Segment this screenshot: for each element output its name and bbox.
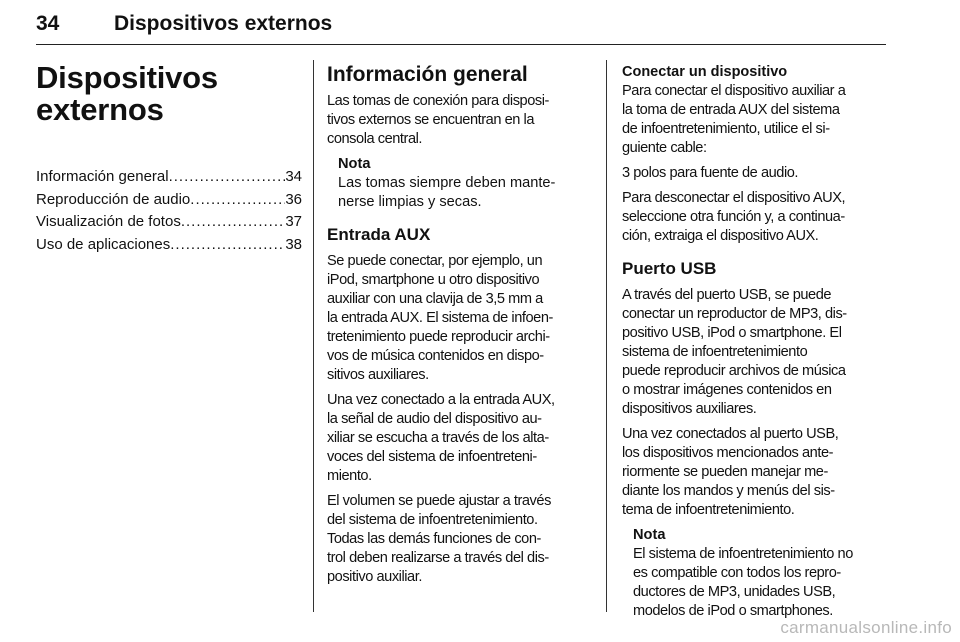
page-number: 34 (36, 12, 60, 35)
note-box (338, 155, 592, 212)
usb-paragraph-1: A través del puerto USB, se puede conectar un reproductor de MP3, dis- positivo USB, iPod o smartphone. El sistema de infoentretenimiento puede reproducir archivos de música o mostrar imágenes contenidos en dispositivos auxiliares. (622, 287, 847, 417)
toc-leader (170, 234, 285, 257)
watermark: carmanualsonline.info (780, 618, 952, 637)
toc-item-page: 36 (285, 190, 302, 208)
connect-paragraph-3: Para desconectar el dispositivo AUX, seleccione otra función y, a continua- ción, extraiga el dispositivo AUX. (622, 190, 846, 244)
toc-item[interactable] (36, 211, 302, 234)
page-header (36, 8, 886, 42)
toc-item-page: 34 (285, 168, 302, 185)
section-heading-general: Información general (327, 63, 528, 86)
toc-item-label: Uso de aplicaciones (36, 235, 171, 253)
connect-paragraph-1: Para conectar el dispositivo auxiliar a la toma de entrada AUX del sistema de infoentretenimiento, utilice el si- guiente cable: (622, 83, 846, 156)
connect-paragraph-2: 3 polos para fuente de audio. (622, 165, 799, 181)
aux-paragraph-2: Una vez conectado a la entrada AUX, la señal de audio del dispositivo au- xiliar se escucha a través de los alta- voces del sistema de infoentreteni- miento. (327, 392, 555, 484)
toc-leader (181, 211, 285, 234)
general-intro: Las tomas de conexión para disposi- tivos externos se encuentran en la consola central. (327, 93, 549, 147)
note-label: Nota (633, 527, 666, 543)
note-text: Las tomas siempre deben mante- nerse limpias y secas. (338, 175, 556, 210)
column-divider-2 (606, 60, 607, 612)
column-divider-1 (313, 60, 314, 612)
toc-item-label: Reproducción de audio (36, 190, 191, 208)
toc-item-label: Visualización de fotos (36, 213, 181, 230)
toc-item[interactable] (36, 234, 302, 257)
note-text: El sistema de infoentretenimiento no es compatible con todos los repro- ductores de MP3, unidades USB, modelos de iPod o smartphones. (633, 546, 853, 619)
toc-item[interactable] (36, 189, 302, 212)
note-box (633, 526, 888, 621)
column-connect-usb (622, 62, 888, 627)
toc-leader (190, 189, 285, 212)
usb-paragraph-2: Una vez conectados al puerto USB, los dispositivos mencionados ante- riormente se pueden manejar me- diante los mandos y menús del sis- tema de infoentretenimiento. (622, 426, 839, 518)
toc-item-label: Información general (36, 168, 169, 185)
toc-list (36, 166, 302, 256)
header-rule (36, 44, 886, 45)
section-heading-aux: Entrada AUX (327, 225, 431, 244)
toc-item-page: 38 (285, 235, 302, 253)
running-title: Dispositivos externos (114, 12, 333, 35)
toc-item[interactable] (36, 166, 302, 189)
note-label: Nota (338, 156, 371, 172)
toc-item-page: 37 (285, 213, 302, 230)
column-general-info (327, 62, 592, 593)
aux-paragraph-1: Se puede conectar, por ejemplo, un iPod, smartphone u otro dispositivo auxiliar con una clavija de 3,5 mm a la entrada AUX. El sistema de infoen- tretenimiento puede reproducir archi- vos de música contenidos en dispo- sitivos auxiliares. (327, 253, 553, 383)
toc-leader (169, 166, 286, 189)
subheading-connect: Conectar un dispositivo (622, 64, 788, 80)
chapter-title: Dispositivos externos (36, 60, 218, 127)
section-heading-usb: Puerto USB (622, 259, 717, 278)
column-toc (36, 62, 302, 256)
aux-paragraph-3: El volumen se puede ajustar a través del sistema de infoentretenimiento. Todas las demás funciones de con- trol deben realizarse a través del dis- positivo auxiliar. (327, 493, 551, 585)
